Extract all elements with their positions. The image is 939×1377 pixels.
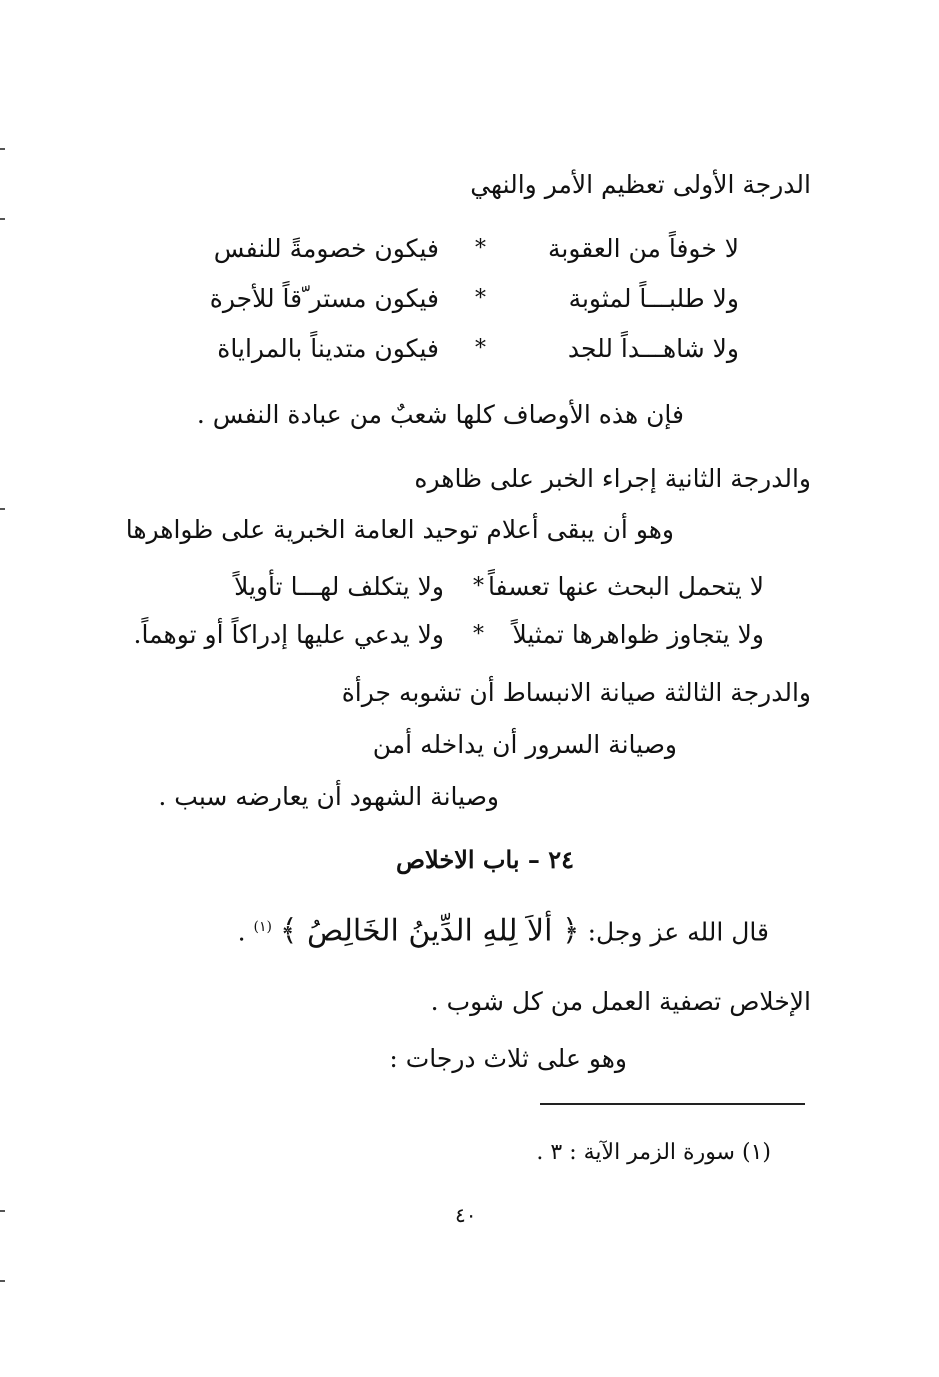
quran-verse: ﴿ ألاَ لِلهِ الدِّينُ الخَالِصُ ﴾ bbox=[279, 913, 580, 949]
page-number: ٤٠ bbox=[455, 1203, 477, 1227]
section1-conclusion: فإن هذه الأوصاف كلها شعبٌ من عبادة النفس . bbox=[196, 400, 684, 429]
verse-right: لا خوفاً من العقوبة bbox=[547, 234, 739, 263]
verse-left: ولا يتكلف لهـــا تأويلاً bbox=[234, 572, 444, 601]
verse-row bbox=[0, 282, 939, 316]
verse-star: * bbox=[475, 286, 486, 311]
verse-star: * bbox=[475, 236, 486, 261]
ikhlas-levels: وهو على ثلاث درجات : bbox=[389, 1044, 627, 1073]
footnote: (١) سورة الزمر الآية : ٣ . bbox=[536, 1140, 771, 1165]
verse-star: * bbox=[473, 574, 484, 599]
verse-left: ولا يدعي عليها إدراكاً أو توهماً. bbox=[133, 620, 444, 649]
quote-prefix: قال الله عز وجل: bbox=[587, 917, 769, 947]
verse-row bbox=[0, 232, 939, 266]
verse-row bbox=[0, 618, 939, 652]
footnote-divider bbox=[540, 1103, 805, 1105]
section3-line3: وصيانة الشهود أن يعارضه سبب . bbox=[158, 782, 499, 811]
verse-star: * bbox=[473, 622, 484, 647]
verse-right: ولا طلبـــاً لمثوبة bbox=[568, 284, 739, 313]
verse-star: * bbox=[475, 336, 486, 361]
scan-margin-mark bbox=[0, 148, 5, 150]
scan-margin-mark bbox=[0, 1280, 5, 1282]
verse-right: لا يتحمل البحث عنها تعسفاً bbox=[487, 572, 764, 601]
verse-row bbox=[0, 570, 939, 604]
quote-line bbox=[238, 910, 769, 949]
chapter-heading: ٢٤ – باب الاخلاص bbox=[396, 845, 574, 874]
section2-title: والدرجة الثانية إجراء الخبر على ظاهره bbox=[414, 464, 811, 493]
verse-right: ولا شاهـــداً للجد bbox=[567, 334, 739, 363]
verse-left: فيكون متديناً بالمراياة bbox=[217, 334, 439, 363]
section1-title: الدرجة الأولى تعظيم الأمر والنهي bbox=[470, 170, 811, 199]
quote-end: . bbox=[237, 917, 246, 947]
verse-right: ولا يتجاوز ظواهرها تمثيلاً bbox=[512, 620, 764, 649]
ikhlas-definition: الإخلاص تصفية العمل من كل شوب . bbox=[430, 987, 811, 1016]
scan-margin-mark bbox=[0, 218, 5, 220]
verse-left: فيكون مستر ّقاً للأجرة bbox=[209, 284, 439, 313]
verse-left: فيكون خصومةً للنفس bbox=[213, 234, 439, 263]
verse-row bbox=[0, 332, 939, 366]
footnote-marker: (١) bbox=[253, 919, 272, 935]
section2-intro: وهو أن يبقى أعلام توحيد العامة الخبرية على ظواهرها bbox=[125, 515, 674, 544]
scan-margin-mark bbox=[0, 508, 5, 510]
scan-margin-mark bbox=[0, 1210, 5, 1212]
section3-line2: وصيانة السرور أن يداخله أمن bbox=[372, 730, 677, 759]
section3-title: والدرجة الثالثة صيانة الانبساط أن تشوبه جرأة bbox=[341, 678, 811, 707]
